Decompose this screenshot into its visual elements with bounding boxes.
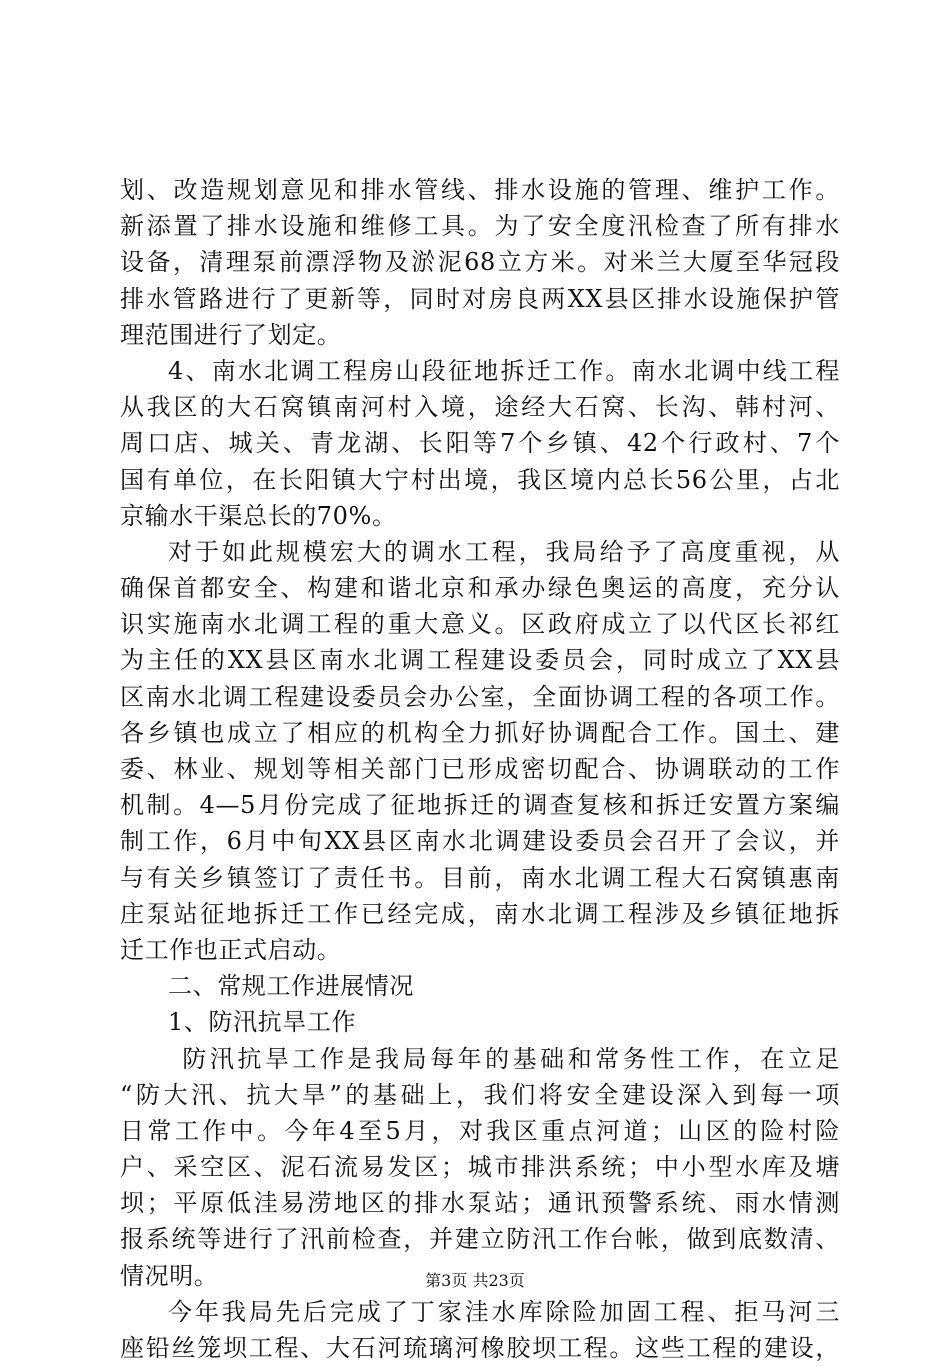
text-line: 对于如此规模宏大的调水工程，我局给予了高度重视，从 — [168, 537, 840, 566]
text-line: 报系统等进行了汛前检查，并建立防汛工作台帐，做到底数清、 — [120, 1225, 840, 1254]
text-line: 京输水干渠总长的70%。 — [120, 501, 397, 530]
text-line: 与有关乡镇签订了责任书。目前，南水北调工程大石窝镇惠南 — [120, 863, 840, 892]
text-line: 情况明。 — [120, 1261, 219, 1290]
text-line: “防大汛、抗大旱”的基础上，我们将安全建设深入到每一项 — [120, 1080, 840, 1109]
text-line: 周口店、城关、青龙湖、长阳等7个乡镇、42个行政村、7个 — [120, 429, 840, 458]
document-body — [120, 172, 840, 1366]
text-line: 各乡镇也成立了相应的机构全力抓好协调配合工作。国土、建 — [120, 718, 840, 747]
text-line: 为主任的XX县区南水北调工程建设委员会，同时成立了XX县 — [120, 646, 840, 675]
page-footer: 第3页 共23页 — [425, 1271, 525, 1290]
text-line: 识实施南水北调工程的重大意义。区政府成立了以代区长祁红 — [120, 610, 840, 639]
text-line: 从我区的大石窝镇南河村入境，途经大石窝、长沟、韩村河、 — [120, 393, 840, 422]
text-line: 理范围进行了划定。 — [120, 320, 342, 349]
text-line: 确保首都安全、构建和谐北京和承办绿色奥运的高度，充分认 — [120, 574, 840, 603]
text-line: 4、南水北调工程房山段征地拆迁工作。南水北调中线工程 — [168, 356, 840, 385]
text-line: 庄泵站征地拆迁工作已经完成，南水北调工程涉及乡镇征地拆 — [120, 899, 840, 928]
text-line: 二、常规工作进展情况 — [168, 972, 414, 1001]
text-line: 新添置了排水设施和维修工具。为了安全度汛检查了所有排水 — [120, 212, 840, 241]
text-line: 户、采空区、泥石流易发区；城市排洪系统；中小型水库及塘 — [120, 1153, 840, 1182]
text-line: 委、林业、规划等相关部门已形成密切配合、协调联动的工作 — [120, 755, 840, 783]
text-line: 1、防汛抗旱工作 — [168, 1008, 357, 1037]
text-line: 国有单位，在长阳镇大宁村出境，我区境内总长56公里，占北 — [120, 465, 840, 494]
text-line: 区南水北调工程建设委员会办公室，全面协调工程的各项工作。 — [120, 682, 840, 711]
text-line: 座铅丝笼坝工程、大石河琉璃河橡胶坝工程。这些工程的建设， — [120, 1334, 840, 1362]
text-line: 划、改造规划意见和排水管线、排水设施的管理、维护工作。 — [120, 176, 840, 204]
text-line: 迁工作也正式启动。 — [120, 935, 342, 964]
text-line: 机制。4—5月份完成了征地拆迁的调查复核和拆迁安置方案编 — [120, 791, 840, 820]
text-line: 日常工作中。今年4至5月，对我区重点河道；山区的险村险 — [120, 1116, 840, 1145]
text-line: 设备，清理泵前漂浮物及淤泥68立方米。对米兰大厦至华冠段 — [120, 248, 840, 277]
text-line: 排水管路进行了更新等，同时对房良两XX县区排水设施保护管 — [120, 284, 840, 313]
text-line: 制工作，6月中旬XX县区南水北调建设委员会召开了会议，并 — [120, 827, 840, 856]
text-line: 坝；平原低洼易涝地区的排水泵站；通讯预警系统、雨水情测 — [120, 1189, 840, 1218]
text-line: 今年我局先后完成了丁家洼水库除险加固工程、拒马河三 — [168, 1297, 840, 1326]
text-line: 防汛抗旱工作是我局每年的基础和常务性工作，在立足 — [182, 1044, 840, 1073]
